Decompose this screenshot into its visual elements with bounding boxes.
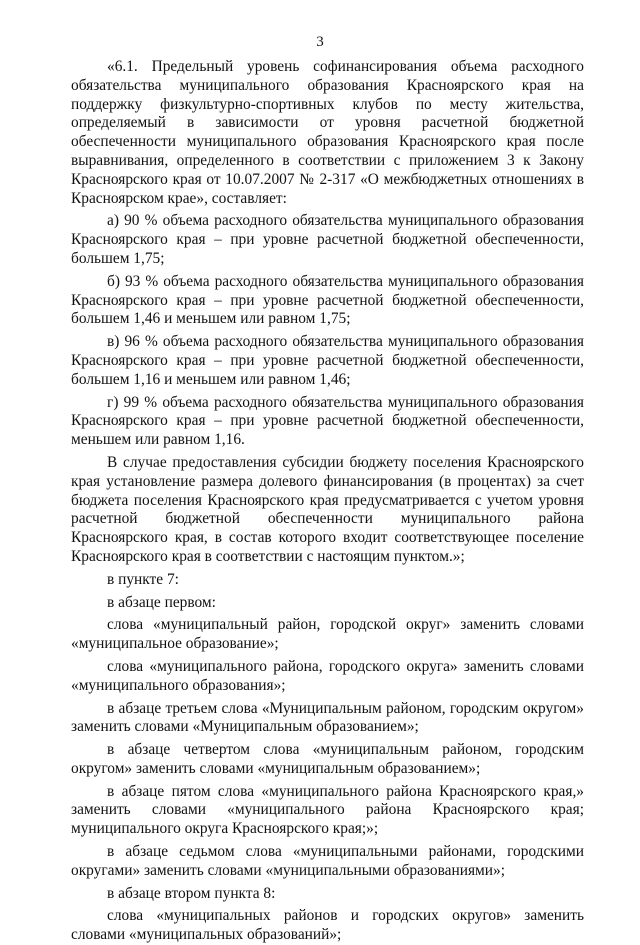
paragraph-item-a: а) 90 % объема расходного обязательства муниципального образования Красноярского края – при уровне расчетной бюджетной обеспеченности, большем 1,75; [71,212,584,267]
paragraph-item-v: в) 96 % объема расходного обязательства муниципального образования Красноярского края – при уровне расчетной бюджетной обеспеченности, большем 1,16 и меньшем или равном 1,46; [71,333,584,388]
paragraph-replace-3: слова «муниципальных районов и городских округов» заменить словами «муниципальных образований»; [71,907,584,944]
page-number: 3 [316,34,324,50]
paragraph-replace-1: слова «муниципальный район, городской округ» заменить словами «муниципальное образование»; [71,616,584,653]
paragraph-point-8: в абзаце втором пункта 8: [107,884,276,902]
paragraph-item-g: г) 99 % объема расходного обязательства муниципального образования Красноярского края – при уровне расчетной бюджетной обеспеченности, меньшем или равном 1,16. [71,393,584,449]
paragraph-point-7: в пункте 7: [107,570,179,588]
paragraph-replace-2: слова «муниципального района, городского округа» заменить словами «муниципального образования»; [71,657,584,694]
paragraph-first-abzac: в абзаце первом: [107,593,216,611]
paragraph-fifth-abzac: в абзаце пятом слова «муниципального района Красноярского края,» заменить словами «муниципального района Красноярского края; муниципального округа Красноярского края;»; [71,782,584,838]
paragraph-settlement-subsidy: В случае предоставления субсидии бюджету поселения Красноярского края установление размера долевого финансирования (в процентах) за счет бюджета поселения Красноярского края предусматривается с учетом уровня расчетной бюджетной обеспеченности муниципального района Красноярского края, в состав которого входит соответствующее поселение Красноярского края в соответствии с настоящим пунктом.»; [71,453,584,565]
document-body [71,58,584,945]
paragraph-seventh-abzac: в абзаце седьмом слова «муниципальными районами, городскими округами» заменить словами «муниципальными образованиями»; [71,843,584,879]
paragraph-third-abzac: в абзаце третьем слова «Муниципальным районом, городским округом» заменить словами «Муниципальным образованием»; [71,699,584,736]
paragraph-item-b: б) 93 % объема расходного обязательства муниципального образования Красноярского края – при уровне расчетной бюджетной обеспеченности, большем 1,46 и меньшем или равном 1,75; [71,272,584,328]
paragraph-fourth-abzac: в абзаце четвертом слова «муниципальным районом, городским округом» заменить словами «муниципальным образованием»; [71,741,584,777]
paragraph-6-1-intro: «6.1. Предельный уровень софинансирования объема расходного обязательства муниципального образования Красноярского края на поддержку физкультурно-спортивных клубов по месту жительства, определяемый в зависимости от уровня расчетной бюджетной обеспеченности муниципального образования Красноярского края после выравнивания, определенного в соответствии с приложением 3 к Закону Красноярского края от 10.07.2007 № 2-317 «О межбюджетных отношениях в Красноярском крае», составляет: [71,58,584,207]
